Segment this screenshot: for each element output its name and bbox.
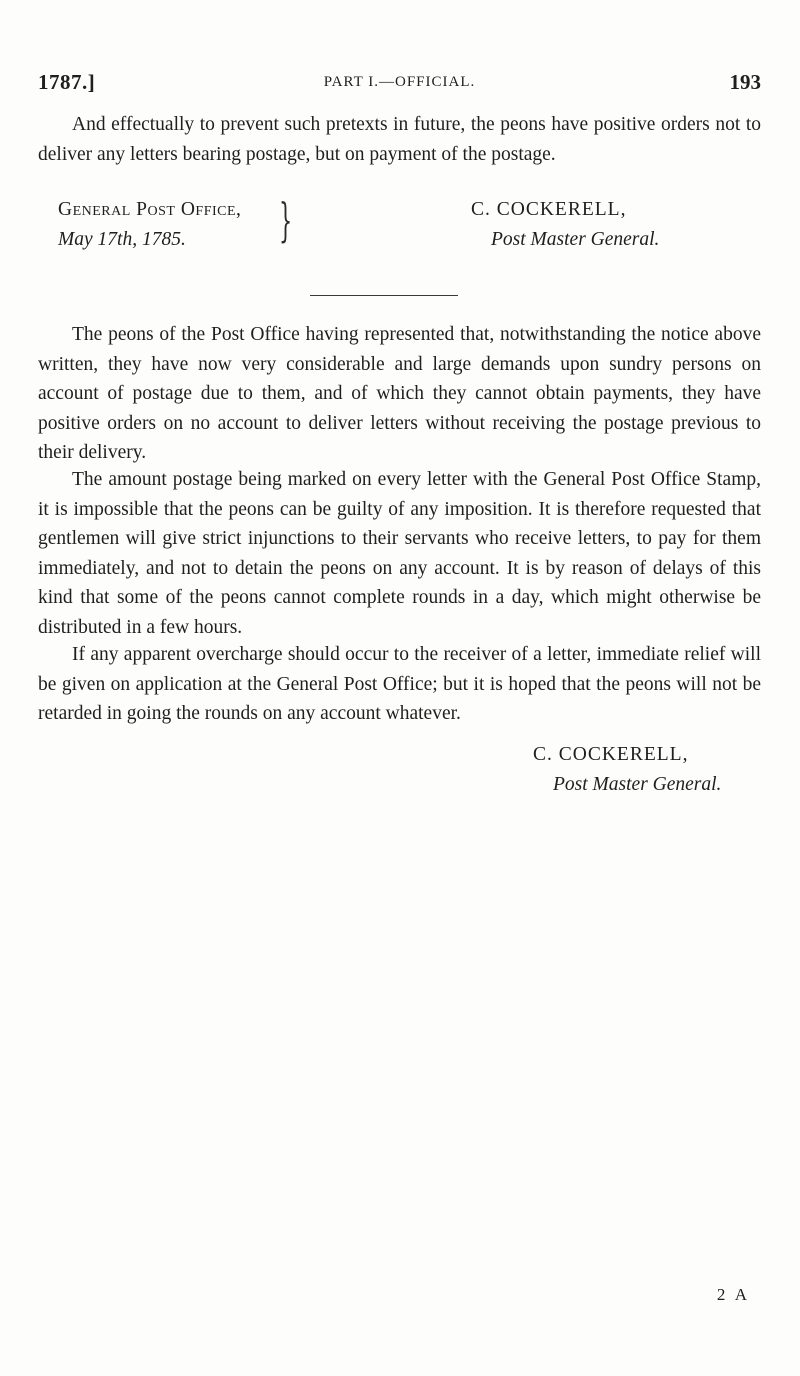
section-divider [310, 295, 458, 296]
paragraph-1 [38, 110, 761, 169]
notice-2-signature-block [38, 740, 761, 800]
notice-2-signer-name: C. COCKERELL, [533, 744, 689, 765]
notice-1-signer [471, 195, 659, 254]
page-number: 193 [729, 70, 761, 94]
notice-1-signer-name: C. COCKERELL, [471, 199, 627, 220]
signature-mark: 2 A [716, 1285, 750, 1304]
notice-1-signature-block [38, 195, 761, 255]
paragraph-1-text: And effectually to prevent such pretexts in future, the peons have positive orders not to deliver any letters bearing postage, but on payment of the postage. [38, 114, 761, 165]
paragraph-3-text: The amount postage being marked on every letter with the General Post Office Stamp, it is impossible that the peons can be guilty of any imposition. It is therefore requested that gentlemen will give strict injunctions to their servants who receive letters, to pay for them immediately, and not to detain the peons on any account. It is by reason of delays of this kind that some of the peons cannot complete rounds in a day, which might otherwise be distributed in a few hours. [38, 469, 761, 638]
header-running-title: PART I.—OFFICIAL. [323, 74, 476, 90]
notice-1-signer-title: Post Master General. [491, 228, 660, 250]
notice-2-signer [533, 740, 721, 799]
paragraph-2 [38, 320, 761, 468]
running-header [38, 70, 761, 100]
notice-1-date: May 17th, 1785. [58, 228, 186, 250]
notice-2-signer-title: Post Master General. [553, 773, 722, 795]
paragraph-3 [38, 465, 761, 642]
notice-1-place-date [58, 195, 241, 254]
paragraph-2-text: The peons of the Post Office having represented that, notwithstanding the notice above written, they have now very considerable and large demands upon sundry persons on account of postage due to them, and of which they cannot obtain payments, they have positive orders on no account to deliver letters without receiving the postage previous to their delivery. [38, 324, 761, 463]
brace-icon: } [279, 193, 293, 247]
notice-1-place: General Post Office, [58, 199, 242, 220]
paragraph-4-text: If any apparent overcharge should occur to the receiver of a letter, immediate relief will be given on application at the General Post Office; but it is hoped that the peons will not be retarded in going the rounds on any account whatever. [38, 644, 761, 724]
paragraph-4 [38, 640, 761, 729]
header-year: 1787.] [38, 70, 96, 94]
